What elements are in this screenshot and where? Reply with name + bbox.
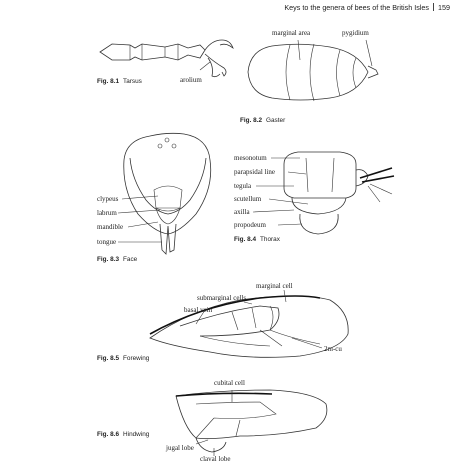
fig-number-8-6: Fig. 8.6 (97, 431, 120, 438)
caption-fig-8-6 (97, 431, 149, 438)
label-mandible: mandible (97, 223, 124, 231)
gaster-drawing (248, 29, 378, 101)
fig-number-8-2: Fig. 8.2 (240, 117, 263, 124)
label-submarginal-cells: submarginal cells (197, 294, 247, 302)
label-axilla: axilla (234, 208, 250, 216)
fig-title-8-2: Gaster (266, 117, 286, 124)
running-title: Keys to the genera of bees of the British Isles (284, 3, 429, 12)
caption-fig-8-3 (97, 256, 137, 263)
fig-number-8-5: Fig. 8.5 (97, 355, 120, 362)
label-scutellum: scutellum (234, 195, 262, 203)
label-tegula: tegula (234, 182, 252, 190)
label-jugal-lobe: jugal lobe (166, 444, 194, 452)
label-claval-lobe: claval lobe (200, 455, 231, 463)
fig-title-8-4: Thorax (260, 236, 280, 243)
label-propodeum: propodeum (234, 221, 266, 229)
fig-number-8-3: Fig. 8.3 (97, 256, 120, 263)
label-labrum: labrum (97, 209, 117, 217)
label-pygidium: pygidium (342, 29, 369, 37)
caption-fig-8-4 (234, 236, 280, 243)
caption-fig-8-1 (97, 78, 142, 85)
hindwing-drawing (165, 379, 327, 463)
forewing-drawing (150, 282, 348, 357)
label-mesonotum: mesonotum (234, 154, 267, 162)
page-number: 159 (438, 3, 450, 12)
caption-fig-8-5 (97, 355, 149, 362)
thorax-drawing (234, 152, 394, 234)
label-clypeus: clypeus (97, 195, 119, 203)
label-cubital-cell: cubital cell (214, 379, 245, 387)
label-marginal-cell: marginal cell (256, 282, 293, 290)
caption-fig-8-2 (240, 117, 285, 124)
label-arolium: arolium (180, 76, 202, 84)
fig-title-8-1: Tarsus (123, 78, 142, 85)
label-tongue: tongue (97, 238, 117, 246)
fig-number-8-1: Fig. 8.1 (97, 78, 120, 85)
fig-number-8-4: Fig. 8.4 (234, 236, 257, 243)
label-basal-vein: basal vein (184, 306, 213, 314)
label-marginal-area: marginal area (272, 29, 311, 37)
label-2m-cu: 2m-cu (324, 345, 342, 353)
label-parapsidal-line: parapsidal line (234, 168, 276, 176)
fig-title-8-3: Face (123, 256, 138, 263)
face-drawing (97, 133, 211, 254)
fig-title-8-6: Hindwing (123, 431, 150, 438)
fig-title-8-5: Forewing (123, 355, 150, 362)
